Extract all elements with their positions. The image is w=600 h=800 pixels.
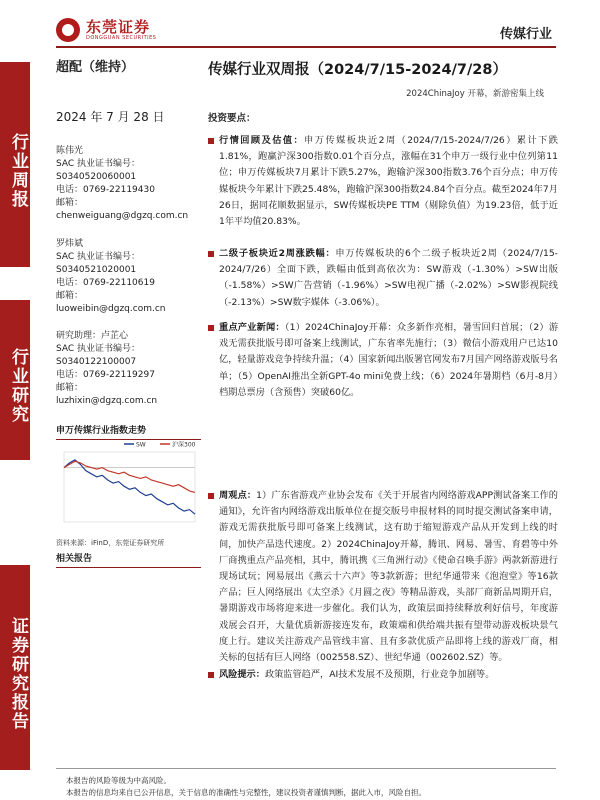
legend-label-1: 沪深300 — [172, 441, 196, 449]
analyst-name: 罗炜斌 — [56, 239, 84, 249]
point-body: 政策监管趋严，AI技术发展不及预期，行业竞争加剧等。 — [264, 669, 495, 680]
analyst-email-label: 邮箱： — [56, 198, 84, 208]
point-industry-news — [208, 320, 558, 401]
point-body: 1）广东省游戏产业协会发布《关于开展省内网络游戏APP测试备案工作的通知》，允许省内网络游戏出版单位在提交版号申报材料的同时提交测试备案申请，游戏无需获批版号即可备案上线测试，这有助于缩短游戏产品从开发到上线的时间，加快产品迭代速度。2）2024ChinaJoy开幕，腾讯、网易、暑雪、育碧等中外厂商携重点产品亮相，其中，腾讯携《三角洲行动》《使命召唤手游》两款新游进行现场试玩；网易展出《燕云十六声》等3款新游；世纪华通带来《泡泡堂》等16款产品；巨人网络展出《太空杀》《月圆之夜》等精品游戏，头部厂商新品周期开启，暑期游戏市场将迎来进一步催化。我们认为，政策层面持续释放利好信号，年度游戏展会召开，大量优质新游接连发布，政策端和供给端共振有望带动游戏板块景气度上行。建议关注游戏产品管线丰富、且有多款优质产品即将上线的游戏厂商，相关标的包括有巨人网络（002558.SZ）、世纪华通（002602.SZ）等。 — [219, 490, 558, 664]
point-risk — [208, 667, 558, 683]
points-title: 投资要点： — [208, 113, 256, 124]
band-research: 行业研究 — [0, 300, 30, 460]
document-subtitle: 2024ChinaJoy 开幕，新游密集上线 — [406, 89, 544, 99]
analyst-cert-label: SAC 执业证书编号： — [56, 159, 141, 169]
analyst-1 — [56, 145, 201, 223]
report-date: 2024 年 7 月 28 日 — [56, 110, 165, 124]
document-title: 传媒行业双周报（2024/7/15-2024/7/28） — [208, 62, 507, 78]
footer-disclaimer: 本报告的信息均来自已公开信息，关于信息的准确性与完整性，建议投资者谨慎判断，据此入市，风险自担。 — [66, 788, 426, 797]
analyst-phone: 电话：0769-22119297 — [56, 370, 155, 380]
chart-source: 资料来源：iFinD，东莞证券研究所 — [56, 539, 165, 547]
analyst-cert-label: SAC 执业证书编号： — [56, 344, 141, 354]
footer-risk-level: 本报告的风险等级为中高风险。 — [66, 776, 171, 785]
analyst-email-label: 邮箱： — [56, 383, 84, 393]
analyst-name: 研究助理：卢芷心 — [56, 331, 129, 341]
related-reports-title: 相关报告 — [56, 551, 201, 568]
point-body: 申万传媒板块的6个二级子板块近2周（2024/7/15-2024/7/26）全面下跌，跌幅由低到高依次为：SW游戏（-1.30%）>SW出版（-1.58%）>SW广告营销（-1.96%）>SW电视广播（-2.02%）>SW影视院线（-2.13%）>SW数字媒体（-3.06%）。 — [219, 248, 558, 308]
legend-label-0: SW — [136, 441, 146, 449]
series-line-1 — [64, 461, 195, 492]
analyst-email[interactable]: luoweibin@dgzq.com.cn — [56, 304, 166, 314]
band-report: 证券研究报告 — [0, 565, 30, 770]
analyst-3 — [56, 330, 201, 408]
analyst-phone: 电话：0769-22119430 — [56, 185, 155, 195]
analyst-2 — [56, 238, 201, 316]
point-head: 风险提示： — [219, 669, 265, 680]
series-line-0 — [64, 460, 195, 514]
company-logo — [56, 18, 156, 42]
logo-cn: 东莞证券 — [86, 17, 151, 36]
band-weekly: 行业周报 — [0, 62, 30, 267]
chart-frame — [64, 452, 195, 522]
analyst-phone: 电话：0769-22110619 — [56, 278, 155, 288]
point-weekly-view — [208, 488, 558, 666]
analyst-name: 陈伟光 — [56, 146, 84, 156]
point-subsectors — [208, 246, 558, 311]
point-head: 周观点： — [219, 490, 257, 501]
footer — [66, 775, 426, 799]
analyst-cert: S0340521020001 — [56, 265, 137, 275]
point-body: 申万传媒板块近2周（2024/7/15-2024/7/26）累计下跌1.81%，跑赢沪深300指数0.01个百分点，涨幅在31个申万一级行业中位列第11位；申万传媒板块7月累计下跌5.27%，跑输沪深300指数3.76个百分点；申万传媒板块今年累计下跌25.48%，跑输沪深300指数24.84个百分点。截至2024年7月26日，据同花顺数据显示，SW传媒板块PE TTM（剔除负值）为19.23倍，低于近1年平均值20.83%。 — [219, 135, 558, 228]
rating: 超配（维持） — [56, 60, 135, 75]
analyst-cert-label: SAC 执业证书编号： — [56, 252, 141, 262]
page-header — [56, 18, 556, 48]
logo-en: DONGGUAN SECURITIES — [86, 34, 157, 41]
point-head: 重点产业新闻： — [219, 322, 285, 333]
footer-divider — [56, 768, 556, 769]
point-market-review — [208, 133, 558, 230]
point-head: 二级子板块近2周涨跌幅： — [219, 248, 336, 259]
analyst-email[interactable]: chenweiguang@dgzq.com.cn — [56, 211, 189, 221]
analyst-email-label: 邮箱： — [56, 291, 84, 301]
analyst-cert: S0340520060001 — [56, 172, 137, 182]
index-chart-svg — [56, 438, 201, 534]
logo-icon — [56, 18, 80, 42]
chart-title: 申万传媒行业指数走势 — [56, 423, 201, 440]
point-body: （1）2024ChinaJoy开幕：众多新作亮相，暑雪回归首展；（2）游戏无需获批版号即可备案上线测试，广东省率先施行；（3）微信小游戏用户已达10亿，轻量游戏竞争持续升温；（4）国家新闻出版署官网发布7月国产网络游戏版号名单；（5）OpenAI推出全新GPT-4o mini免费上线；（6）2024年暑期档（6月-8月）档期总票房（含预售）突破60亿。 — [219, 322, 559, 398]
industry-label: 传媒行业 — [499, 27, 552, 42]
analyst-email[interactable]: luzhixin@dgzq.com.cn — [56, 396, 158, 406]
analyst-cert: S0340122100007 — [56, 357, 137, 367]
point-head: 行情回顾及估值： — [219, 135, 305, 146]
index-chart — [56, 438, 201, 534]
